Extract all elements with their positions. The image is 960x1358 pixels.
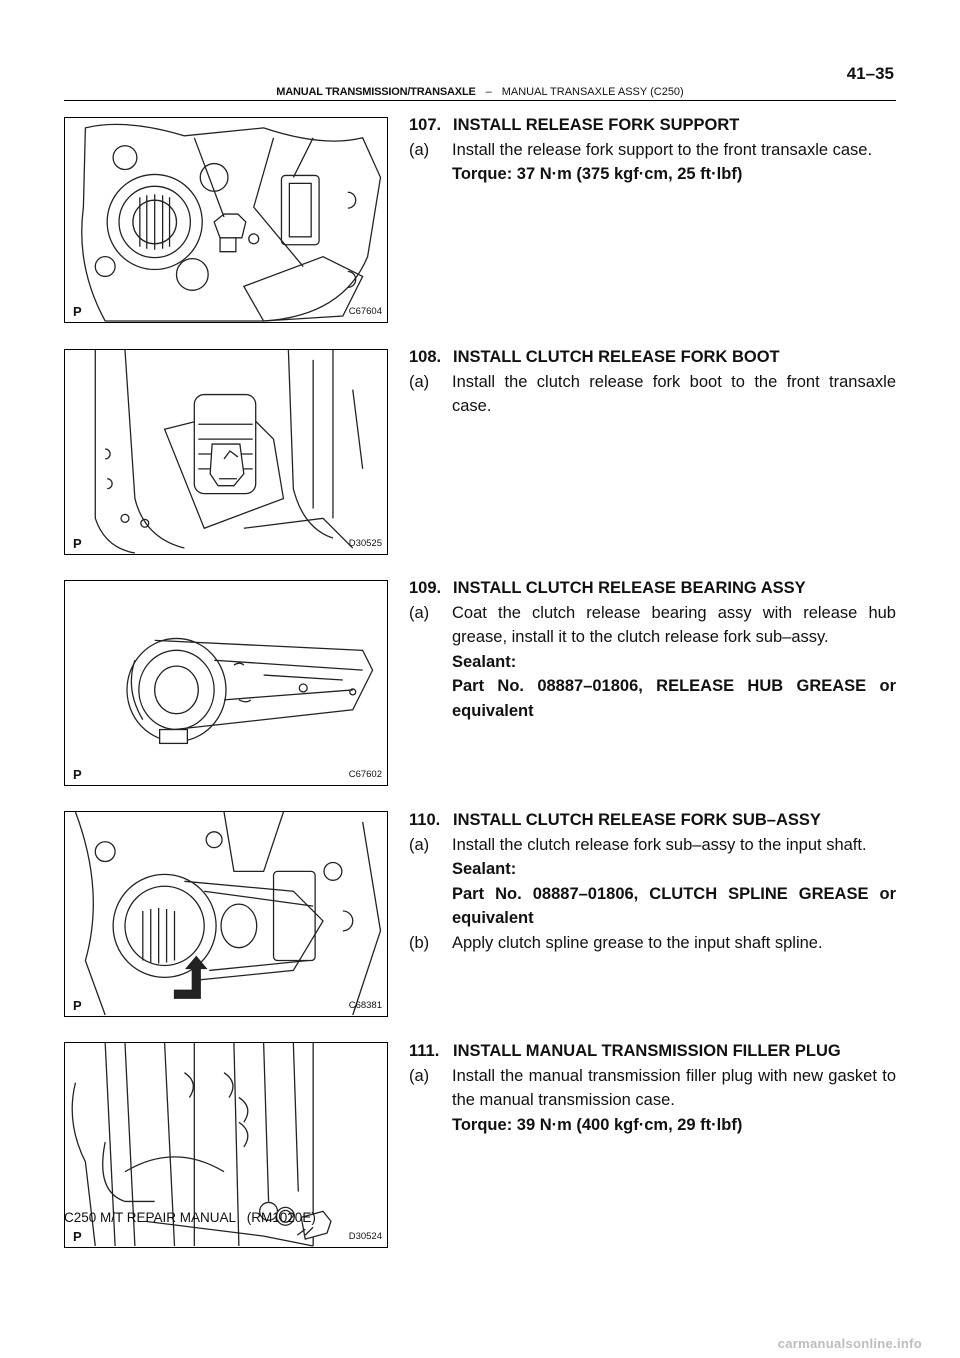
step-item (409, 1064, 896, 1138)
header-rule (64, 100, 896, 101)
p-mark: P (73, 304, 82, 319)
p-mark: P (73, 767, 82, 782)
sealant-part: Part No. 08887–01806, RELEASE HUB GREASE or equivalent (452, 677, 896, 720)
figure-release-fork (64, 811, 388, 1017)
figure-release-fork-support (64, 117, 388, 323)
page-header (64, 60, 896, 102)
item-label: (b) (409, 933, 430, 952)
figure-code: D30525 (348, 538, 382, 549)
sealant-label: Sealant: (452, 860, 517, 878)
step-number: 108. (409, 348, 442, 366)
torque-spec: Torque: 37 N·m (375 kgf·cm, 25 ft·lbf) (452, 165, 743, 183)
step-heading (409, 1039, 896, 1064)
step-107 (409, 113, 896, 187)
step-heading (409, 576, 896, 601)
item-text: Apply clutch spline grease to the input shaft spline. (452, 933, 823, 952)
step-number: 107. (409, 116, 442, 134)
release-bearing-illustration (65, 581, 387, 785)
p-mark: P (73, 1229, 82, 1244)
figure-code: D30524 (348, 1231, 382, 1242)
torque-spec: Torque: 39 N·m (400 kgf·cm, 29 ft·lbf) (452, 1115, 743, 1134)
release-fork-illustration (65, 812, 387, 1016)
watermark: carmanualsonline.info (777, 1336, 922, 1351)
fork-boot-illustration (65, 350, 387, 554)
step-108 (409, 345, 896, 419)
step-number: 111. (409, 1042, 440, 1060)
transaxle-case-illustration (65, 118, 387, 322)
figure-release-fork-boot (64, 349, 388, 555)
item-label: (a) (409, 1066, 430, 1085)
step-item (409, 138, 896, 187)
item-label: (a) (409, 603, 430, 622)
step-title: INSTALL CLUTCH RELEASE FORK BOOT (453, 348, 780, 366)
step-111 (409, 1039, 896, 1137)
p-mark: P (73, 536, 82, 551)
step-item (409, 601, 896, 724)
step-title: INSTALL RELEASE FORK SUPPORT (453, 116, 740, 134)
step-heading (409, 808, 896, 833)
step-heading (409, 345, 896, 370)
step-heading (409, 113, 896, 138)
item-label: (a) (409, 140, 430, 159)
page-number: 41–35 (846, 64, 894, 83)
step-item (409, 931, 896, 956)
item-text: Coat the clutch release bearing assy with release hub grease, install it to the clutch release fork sub–assy. Sealant: Part No. 08887–01806, RELEASE HUB GREASE or equivalent (452, 601, 896, 724)
sealant-part: Part No. 08887–01806, CLUTCH SPLINE GREASE or equivalent (452, 884, 896, 927)
step-title: INSTALL CLUTCH RELEASE BEARING ASSY (453, 579, 806, 597)
p-mark: P (73, 998, 82, 1013)
item-label: (a) (409, 372, 430, 391)
item-text: Install the clutch release fork boot to the front transaxle case. (452, 372, 896, 415)
page-footer: C250 M/T REPAIR MANUAL (RM1020E) (64, 1210, 316, 1225)
figure-code: C67604 (348, 306, 382, 317)
step-number: 110. (409, 811, 441, 829)
step-110 (409, 808, 896, 955)
sealant-label: Sealant: (452, 652, 517, 671)
section-separator: – (485, 86, 492, 98)
figure-code: C67602 (348, 769, 382, 780)
figure-code: C68381 (348, 1000, 382, 1011)
figure-release-bearing (64, 580, 388, 786)
subsection-name: MANUAL TRANSAXLE ASSY (C250) (501, 86, 684, 98)
section-title (64, 86, 896, 98)
step-item (409, 370, 896, 419)
step-item (409, 833, 896, 931)
step-109 (409, 576, 896, 723)
step-title: INSTALL MANUAL TRANSMISSION FILLER PLUG (453, 1042, 841, 1060)
item-text: Install the manual transmission filler plug with new gasket to the manual transmission case. Torque: 39 N·m (400 kgf·cm, 29 ft·lbf) (452, 1064, 896, 1138)
item-text: Install the release fork support to the front transaxle case. Torque: 37 N·m (375 kgf·cm, 25 ft·lbf) (452, 138, 896, 187)
step-number: 109. (409, 579, 442, 597)
item-label: (a) (409, 835, 430, 854)
section-name: MANUAL TRANSMISSION/TRANSAXLE (276, 86, 476, 98)
item-text: Install the clutch release fork sub–assy to the input shaft. Sealant: Part No. 08887–01806, CLUTCH SPLINE GREASE or equivalent (452, 833, 896, 931)
step-title: INSTALL CLUTCH RELEASE FORK SUB–ASSY (453, 811, 821, 829)
